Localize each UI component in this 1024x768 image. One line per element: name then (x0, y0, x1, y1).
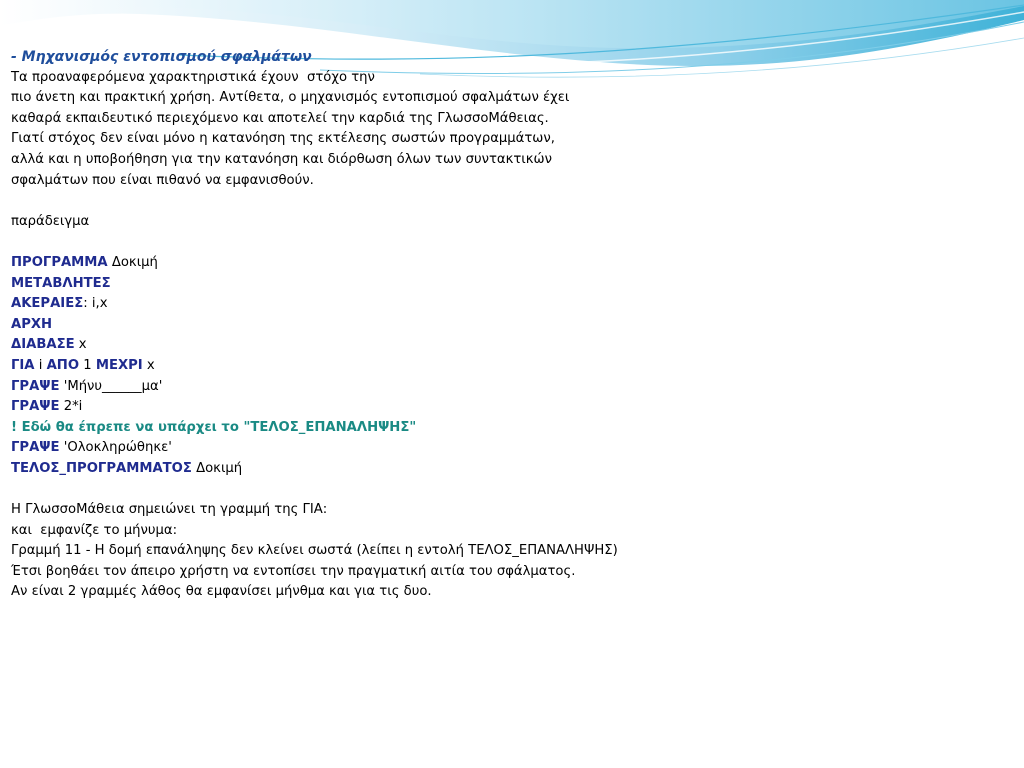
code-text: 2*i (59, 399, 83, 415)
intro-line: Γιατί στόχος δεν είναι μόνο η κατανόηση της εκτέλεσης σωστών προγραμμάτων, (11, 131, 555, 147)
spacer (11, 191, 1011, 212)
code-line (11, 253, 1011, 274)
code-keyword: ΤΕΛΟΣ_ΠΡΟΓΡΑΜΜΑΤΟΣ (11, 460, 192, 476)
code-keyword: ΓΡΑΨΕ (11, 378, 60, 394)
intro-line: σφαλμάτων που είναι πιθανό να εμφανισθούν. (11, 172, 314, 188)
code-line (11, 377, 1011, 398)
code-text: Δοκιμή (107, 254, 158, 270)
code-line (11, 315, 1011, 336)
spacer (11, 479, 1011, 500)
code-line (11, 397, 1011, 418)
outro-line: Αν είναι 2 γραμμές λάθος θα εμφανίσει μήνθμα και για τις δυο. (11, 584, 432, 600)
code-line (11, 356, 1011, 377)
code-keyword: ΑΡΧΗ (11, 316, 53, 332)
code-line (11, 459, 1011, 480)
code-text: 1 (79, 357, 96, 373)
intro-line: πιο άνετη και πρακτική χρήση. Αντίθετα, ο μηχανισμός εντοπισμού σφαλμάτων έχει (11, 90, 570, 106)
outro-line: Έτσι βοηθάει τον άπειρο χρήστη να εντοπίσει την πραγματική αιτία του σφάλματος. (11, 563, 576, 579)
code-keyword: ΓΡΑΨΕ (11, 440, 60, 456)
outro-line: και εμφανίζε το μήνυμα: (11, 522, 178, 538)
outro-line: Γραμμή 11 - Η δομή επανάληψης δεν κλείνει σωστά (λείπει η εντολή ΤΕΛΟΣ_ΕΠΑΝΑΛΗΨΗΣ) (11, 543, 618, 559)
code-line (11, 274, 1011, 295)
code-text: Δοκιμή (191, 460, 243, 476)
code-line (11, 294, 1011, 315)
code-keyword: ΜΕΤΑΒΛΗΤΕΣ (11, 275, 111, 291)
code-keyword: ΜΕΧΡΙ (95, 357, 143, 373)
slide-body (11, 47, 1011, 603)
intro-line: αλλά και η υποβοήθηση για την κατανόηση και διόρθωση όλων των συντακτικών (11, 151, 552, 167)
slide-title: - Μηχανισμός εντοπισμού σφαλμάτων (11, 49, 312, 65)
code-keyword: ΠΡΟΓΡΑΜΜΑ (11, 254, 108, 270)
code-text: i (34, 357, 47, 373)
code-text: x (142, 357, 155, 373)
code-text: 'Μήνυ______μα' (59, 378, 163, 394)
code-comment: ! Εδώ θα έπρεπε να υπάρχει το "ΤΕΛΟΣ_ΕΠΑΝΑΛΗΨΗΣ" (11, 419, 417, 435)
intro-line: Τα προαναφερόμενα χαρακτηριστικά έχουν στόχο την (11, 69, 375, 85)
code-keyword: ΑΠΟ (46, 357, 80, 373)
code-line (11, 438, 1011, 459)
code-keyword: ΓΙΑ (11, 357, 35, 373)
intro-line: καθαρά εκπαιδευτικό περιεχόμενο και αποτελεί την καρδιά της ΓλωσσοΜάθειας. (11, 110, 549, 126)
example-label: παράδειγμα (11, 213, 90, 229)
code-keyword: ΑΚΕΡΑΙΕΣ (11, 296, 84, 312)
code-text: 'Ολοκληρώθηκε' (59, 440, 172, 456)
spacer (11, 232, 1011, 253)
outro-line: Η ΓλωσσοΜάθεια σημειώνει τη γραμμή της ΓΙΑ: (11, 502, 328, 518)
code-text: : i,x (83, 296, 108, 312)
code-keyword: ΔΙΑΒΑΣΕ (11, 337, 75, 353)
code-text: x (74, 337, 87, 353)
code-line (11, 335, 1011, 356)
code-keyword: ΓΡΑΨΕ (11, 399, 60, 415)
